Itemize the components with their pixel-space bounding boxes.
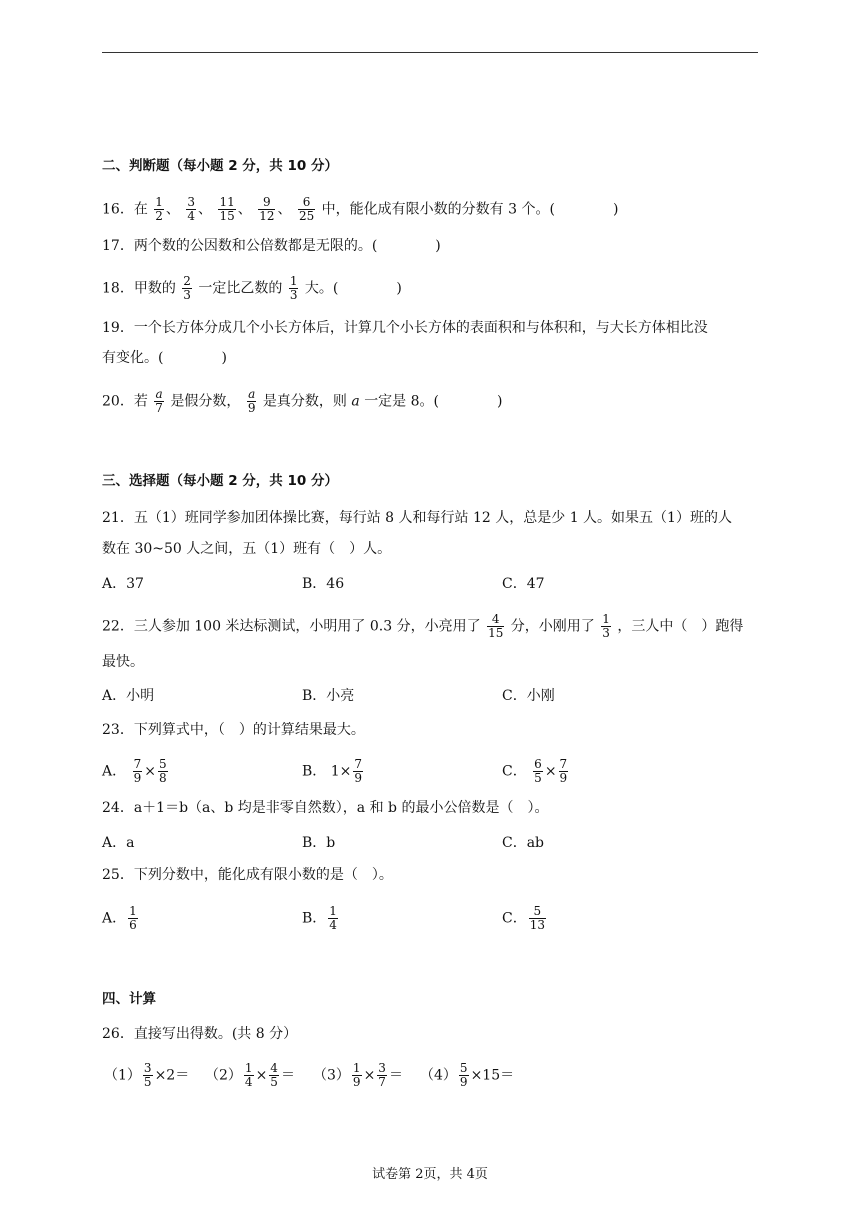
q26-3-frac-1: $\frac{1}{9}$: [352, 1061, 361, 1089]
q23-option-a[interactable]: A． $\frac{7}{9}$ × $\frac{5}{8}$: [102, 757, 167, 785]
q21-option-c[interactable]: C．47: [502, 576, 545, 592]
page-footer: 试卷第 2页，共 4页: [372, 1167, 488, 1182]
q26-item-2: （2） $\frac{1}{4}$ × $\frac{4}{5}$ ＝: [205, 1061, 295, 1089]
question-18: 18．甲数的 $\frac{2}{3}$ 一定比乙数的 $\frac{1}{3}$ 大。( ): [102, 274, 402, 302]
q16-frac-4: $\frac{9}{12}$: [259, 195, 275, 223]
q26-2-frac-1: $\frac{1}{4}$: [244, 1061, 253, 1089]
q20-text-d: 一定是 8。(: [364, 393, 440, 410]
q21-option-b[interactable]: B．46: [302, 576, 345, 592]
question-22-line-2: 最快。: [102, 654, 144, 670]
section-2-heading: 二、判断题（每小题 2 分，共 10 分）: [102, 158, 338, 174]
q21-option-a[interactable]: A．37: [102, 576, 144, 592]
q25a-frac: $\frac{1}{6}$: [129, 904, 137, 932]
header-rule: [102, 52, 758, 53]
q23c-frac-1: $\frac{6}{5}$: [534, 757, 542, 785]
question-26-title: 26．直接写出得数。(共 8 分）: [102, 1026, 298, 1042]
q18-text-c: 大。(: [304, 280, 339, 297]
q25b-frac: $\frac{1}{4}$: [329, 904, 337, 932]
q23-option-c[interactable]: C． $\frac{6}{5}$ × $\frac{7}{9}$: [502, 757, 568, 785]
q22-option-b[interactable]: B．小亮: [302, 688, 355, 704]
q24-option-c[interactable]: C．ab: [502, 835, 545, 851]
q25-option-c[interactable]: C． $\frac{5}{13}$: [502, 904, 545, 932]
q23c-frac-2: $\frac{7}{9}$: [559, 757, 568, 785]
q22-option-c[interactable]: C．小刚: [502, 688, 555, 704]
q20-frac-2: $\frac{a}{9}$: [247, 387, 256, 415]
q16-frac-5: $\frac{6}{25}$: [298, 195, 315, 223]
q26-4-frac: $\frac{5}{9}$: [459, 1061, 468, 1089]
q23b-frac-1: $\frac{7}{9}$: [354, 757, 363, 785]
q26-item-3: （3） $\frac{1}{9}$ × $\frac{3}{7}$ ＝: [313, 1061, 403, 1089]
q18-frac-1: $\frac{2}{3}$: [183, 274, 191, 302]
q24-option-a[interactable]: A．a: [102, 835, 135, 851]
section-4-heading: 四、计算: [102, 991, 156, 1007]
q16-frac-2: $\frac{3}{4}$: [187, 195, 196, 223]
q24-option-b[interactable]: B．b: [302, 835, 336, 851]
q26-item-1: （1） $\frac{3}{5}$ ×2＝: [104, 1061, 190, 1089]
q20-frac-1: $\frac{a}{7}$: [155, 387, 163, 415]
q20-text-a: 20．若: [102, 393, 148, 410]
q20-text-c: 是真分数，则: [262, 393, 347, 410]
section-3-heading: 三、选择题（每小题 2 分，共 10 分）: [102, 473, 338, 489]
q23a-frac-2: $\frac{5}{8}$: [158, 757, 167, 785]
q16-prefix: 16．在: [102, 201, 148, 218]
q26-1-frac: $\frac{3}{5}$: [143, 1061, 152, 1089]
question-21-line-2: 数在 30~50 人之间，五（1）班有（ ）人。: [102, 541, 392, 557]
question-23: 23．下列算式中，（ ）的计算结果最大。: [102, 722, 365, 738]
q22-option-a[interactable]: A．小明: [102, 688, 155, 704]
q22-text-c: ，三人中（ ）跑得: [617, 618, 744, 635]
q22-text-b: 分，小刚用了: [510, 618, 595, 635]
q22-frac-1: $\frac{4}{15}$: [488, 612, 504, 640]
q18-frac-2: $\frac{1}{3}$: [289, 274, 298, 302]
question-21-line-1: 21．五（1）班同学参加团体操比赛，每行站 8 人和每行站 12 人，总是少 1 人。如果五（1）班的人: [102, 510, 732, 526]
question-19-line-2: 有变化。( ): [102, 350, 227, 366]
q22-text-a: 22．三人参加 100 米达标测试，小明用了 0.3 分，小亮用了: [102, 618, 481, 635]
q18-text-a: 18．甲数的: [102, 280, 176, 297]
q16-frac-1: $\frac{1}{2}$: [155, 195, 163, 223]
q25-option-a[interactable]: A． $\frac{1}{6}$: [102, 904, 137, 932]
q26-2-frac-2: $\frac{4}{5}$: [270, 1061, 278, 1089]
question-19-line-1: 19．一个长方体分成几个小长方体后，计算几个小长方体的表面积和与体积和，与大长方体相比没: [102, 320, 708, 336]
q26-item-4: （4） $\frac{5}{9}$ ×15＝: [420, 1061, 515, 1089]
q19-text: 有变化。(: [102, 350, 164, 366]
q26-3-frac-2: $\frac{3}{7}$: [378, 1061, 386, 1089]
q16-text: 中，能化成有限小数的分数有 3 个。(: [321, 201, 555, 218]
q23a-frac-1: $\frac{7}{9}$: [133, 757, 142, 785]
q22-frac-2: $\frac{1}{3}$: [602, 612, 610, 640]
q25c-frac: $\frac{5}{13}$: [529, 904, 545, 932]
q18-text-b: 一定比乙数的: [198, 280, 283, 297]
question-25: 25．下列分数中，能化成有限小数的是（ ）。: [102, 867, 393, 883]
question-17: 17．两个数的公因数和公倍数都是无限的。( ): [102, 238, 441, 254]
q17-text: 17．两个数的公因数和公倍数都是无限的。(: [102, 238, 378, 254]
question-20: 20．若 $\frac{a}{7}$ 是假分数， $\frac{a}{9}$ 是真分数，则 a 一定是 8。( ): [102, 387, 503, 415]
question-16: 16．在 $\frac{1}{2}$ 、 $\frac{3}{4}$ 、 $\frac{11}{15}$ 、 $\frac{9}{12}$ 、 $\frac{6}{25}$ 中，能化成有限小数的分数有 3 个。( ): [102, 195, 619, 223]
q25-option-b[interactable]: B． $\frac{1}{4}$: [302, 904, 337, 932]
question-22-line-1: [102, 613, 743, 640]
question-24: 24．a＋1＝b（a、b 均是非零自然数），a 和 b 的最小公倍数是（ ）。: [102, 800, 549, 816]
q20-variable: a: [351, 393, 360, 410]
q16-frac-3: $\frac{11}{15}$: [219, 195, 235, 223]
q20-text-b: 是假分数，: [170, 393, 241, 410]
q23-option-b[interactable]: B． 1× $\frac{7}{9}$: [302, 757, 363, 785]
